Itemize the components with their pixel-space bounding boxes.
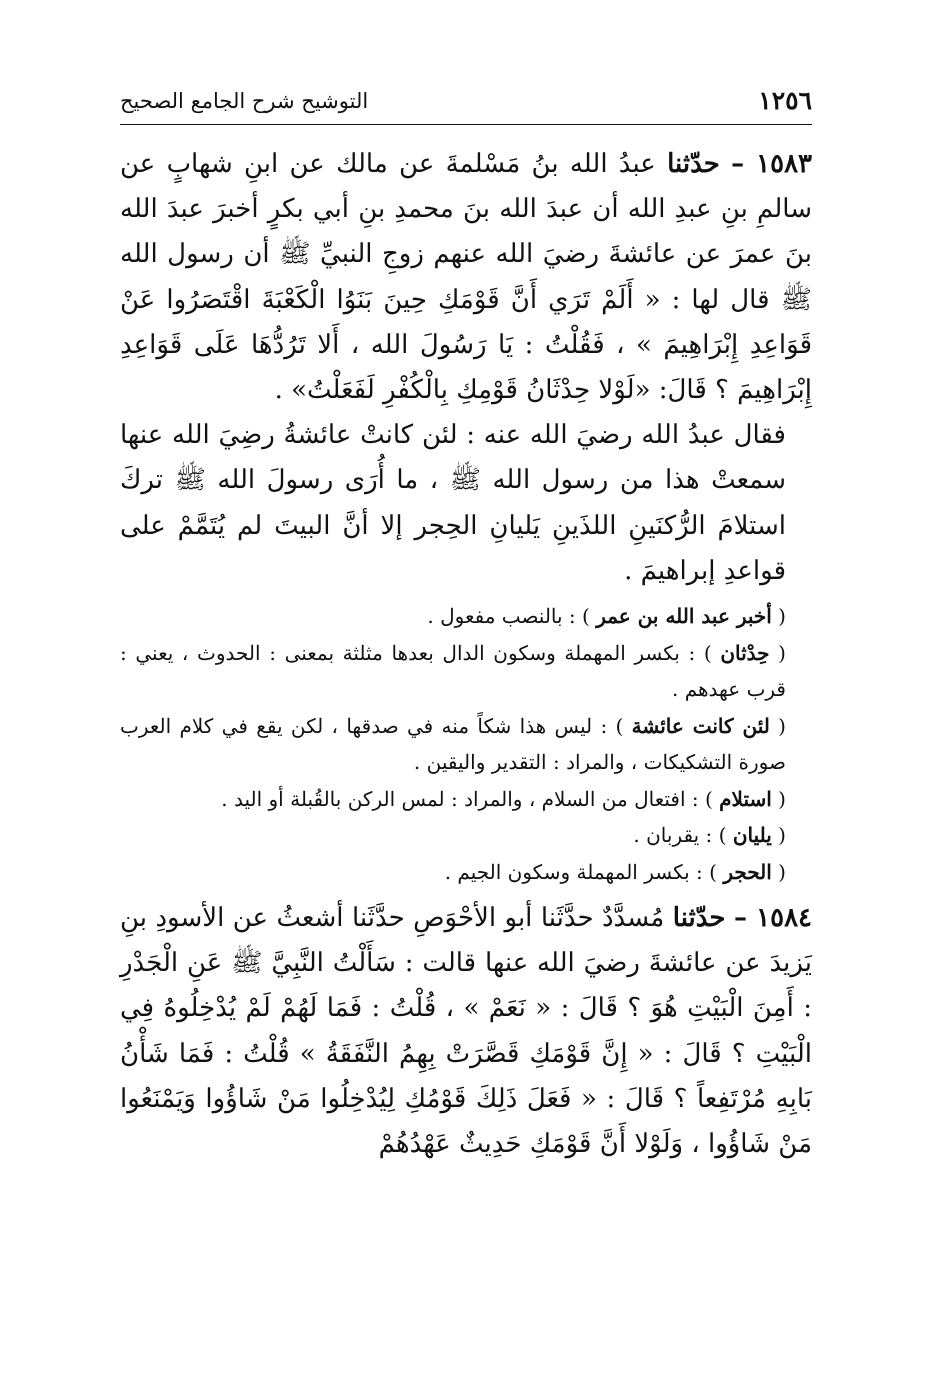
hadith-1584 [120,896,812,1167]
commentary-term: الحجر [723,859,772,884]
commentary-explanation: بكسر المهملة وسكون الجيم . [444,859,690,884]
page-body [120,142,812,1167]
commentary-note: ( استلام ) : افتعال من السلام ، والمراد : لمس الركن بالقُبلة أو اليد . [221,786,786,811]
commentary-note: ( يليان ) : يقربان . [633,823,786,848]
hadith-text: مُسدَّدٌ حدَّثَنا أبو الأحْوَصِ حدَّثَنا أشعثُ عن الأسودِ بنِ يَزيدَ عن عائشةَ رضيَ الله عنها قالت : سَأَلْتُ النَّبِيَّ ﷺ عَنِ الْجَدْرِ : أَمِنَ الْبَيْتِ هُوَ ؟ قَالَ : « نَعَمْ » ، قُلْتُ : فَمَا لَهُمْ لَمْ يُدْخِلُوهُ فِي الْبَيْتِ ؟ قَالَ : « إِنَّ قَوْمَكِ قَصَّرَتْ بِهِمُ النَّفَقَةُ » قُلْتُ : فَمَا شَأْنُ بَابِهِ مُرْتَفِعاً ؟ قَالَ : « فَعَلَ ذَلِكَ قَوْمُكِ لِيُدْخِلُوا مَنْ شَاؤُوا وَيَمْنَعُوا مَنْ شَاؤُوا ، وَلَوْلا أَنَّ قَوْمَكِ حَدِيثٌ عَهْدُهُمْ [120,903,812,1160]
page-header [120,84,812,125]
commentary-note: ( حِدْثان ) : بكسر المهملة وسكون الدال بعدها مثلثة بمعنى : الحدوث ، يعني : قرب عهدهم . [120,640,786,702]
commentary-term: يليان [732,823,772,848]
commentary-term: أخبر عبد الله بن عمر [596,604,772,629]
commentary-term: استلام [719,786,772,811]
commentary-note: ( لئن كانت عائشة ) : ليس هذا شكاً منه في صدقها ، لكن يقع في كلام العرب صورة التشكيكات ، والمراد : التقدير واليقين . [120,713,786,775]
running-title: التوشيح شرح الجامع الصحيح [120,89,369,113]
commentary-note: ( أخبر عبد الله بن عمر ) : بالنصب مفعول . [427,604,786,629]
commentary-explanation: ليس هذا شكاً منه في صدقها ، لكن يقع في كلام العرب صورة التشكيكات ، والمراد : التقدير واليقين . [120,713,786,775]
commentary-term: لئن كانت عائشة [631,713,770,738]
commentary-note: ( الحجر ) : بكسر المهملة وسكون الجيم . [444,859,786,884]
commentary-explanation: بالنصب مفعول . [427,604,563,629]
commentary-term: حِدْثان [720,640,770,665]
page-number: ١٢٥٦ [758,86,812,115]
commentary-explanation: بكسر المهملة وسكون الدال بعدها مثلثة بمعنى : الحدوث ، يعني : قرب عهدهم . [120,640,786,702]
narration-formula: حدّثنا [672,903,726,934]
hadith-text: عبدُ الله بنُ مَسْلمةَ عن مالك عن ابنِ شهابٍ عن سالمِ بنِ عبدِ الله أن عبدَ الله بنَ محمدِ بنِ أبي بكرٍ أخبرَ عبدَ الله بنَ عمرَ عن عائشةَ رضيَ الله عنهم زوجِ النبيِّ ﷺ أن رسول الله ﷺ قال لها : « أَلَمْ تَرَي أَنَّ قَوْمَكِ حِينَ بَنَوُا الْكَعْبَةَ اقْتَصَرُوا عَنْ قَوَاعِدِ إِبْرَاهِيمَ » ، فَقُلْتُ : يَا رَسُولَ الله ، أَلا تَرُدُّهَا عَلَى قَوَاعِدِ إِبْرَاهِيمَ ؟ قَالَ: «لَوْلا حِدْثَانُ قَوْمِكِ بِالْكُفْرِ لَفَعَلْتُ» . [120,149,812,406]
narration-formula: حدّثنا [667,149,720,179]
commentary-explanation: يقربان . [633,823,700,848]
hadith-number: ١٥٨٤ – [733,903,813,934]
commentary-explanation: افتعال من السلام ، والمراد : لمس الركن بالقُبلة أو اليد . [221,786,686,811]
hadith-1583 [120,142,812,413]
hadith-number: ١٥٨٣ – [731,149,813,179]
hadith-1583-continuation: فقال عبدُ الله رضيَ الله عنه : لئن كانتْ عائشةُ رضِيَ الله عنها سمعتْ هذا من رسول الله ﷺ ، ما أُرَى رسولَ الله ﷺ تركَ استلامَ الرُّكنَينِ اللذَينِ يَليانِ الحِجر إلا أنَّ البيتَ لم يُتَمَّمْ على قواعدِ إبراهيمَ . [120,420,786,586]
